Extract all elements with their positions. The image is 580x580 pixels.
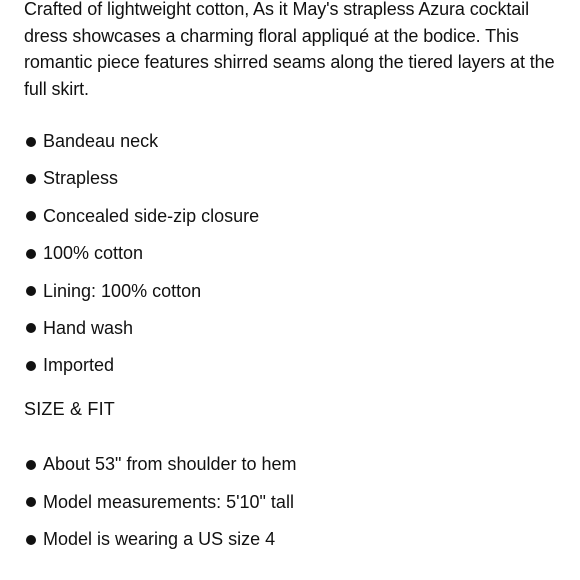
list-item bbox=[24, 280, 564, 302]
bullet-icon bbox=[26, 286, 36, 296]
list-item bbox=[24, 317, 564, 339]
size-fit-list bbox=[24, 453, 564, 550]
list-item bbox=[24, 528, 564, 550]
list-item bbox=[24, 354, 564, 376]
feature-text: Bandeau neck bbox=[43, 131, 159, 151]
bullet-icon bbox=[26, 535, 36, 545]
list-item bbox=[24, 167, 564, 189]
fit-text: About 53" from shoulder to hem bbox=[43, 454, 297, 475]
bullet-icon bbox=[26, 497, 36, 507]
product-details bbox=[24, 0, 564, 566]
feature-list bbox=[24, 130, 564, 376]
bullet-icon bbox=[26, 323, 36, 333]
bullet-icon bbox=[26, 137, 36, 147]
feature-text: Strapless bbox=[43, 168, 119, 189]
feature-text: Concealed side-zip closure bbox=[43, 205, 260, 226]
feature-text: Imported bbox=[43, 355, 115, 376]
feature-text: Hand wash bbox=[43, 317, 134, 338]
bullet-icon bbox=[26, 174, 36, 184]
list-item bbox=[24, 205, 564, 227]
list-item bbox=[24, 491, 564, 513]
fit-text: Model measurements: 5'10" tall bbox=[43, 491, 294, 512]
product-description: Crafted of lightweight cotton, As it May's strapless Azura cocktail dress showcases a charming floral appliqué at the bodice. This romantic piece features shirred seams along the tiered layers at the full skirt. bbox=[24, 0, 555, 99]
fit-text: Model is wearing a US size 4 bbox=[43, 529, 276, 550]
feature-text: Lining: 100% cotton bbox=[43, 280, 202, 301]
list-item bbox=[24, 130, 564, 152]
list-item bbox=[24, 453, 564, 475]
bullet-icon bbox=[26, 211, 36, 221]
bullet-icon bbox=[26, 249, 36, 259]
list-item bbox=[24, 242, 564, 264]
size-fit-heading: SIZE & FIT bbox=[24, 399, 116, 420]
feature-text: 100% cotton bbox=[43, 243, 144, 264]
bullet-icon bbox=[26, 361, 36, 371]
bullet-icon bbox=[26, 460, 36, 470]
